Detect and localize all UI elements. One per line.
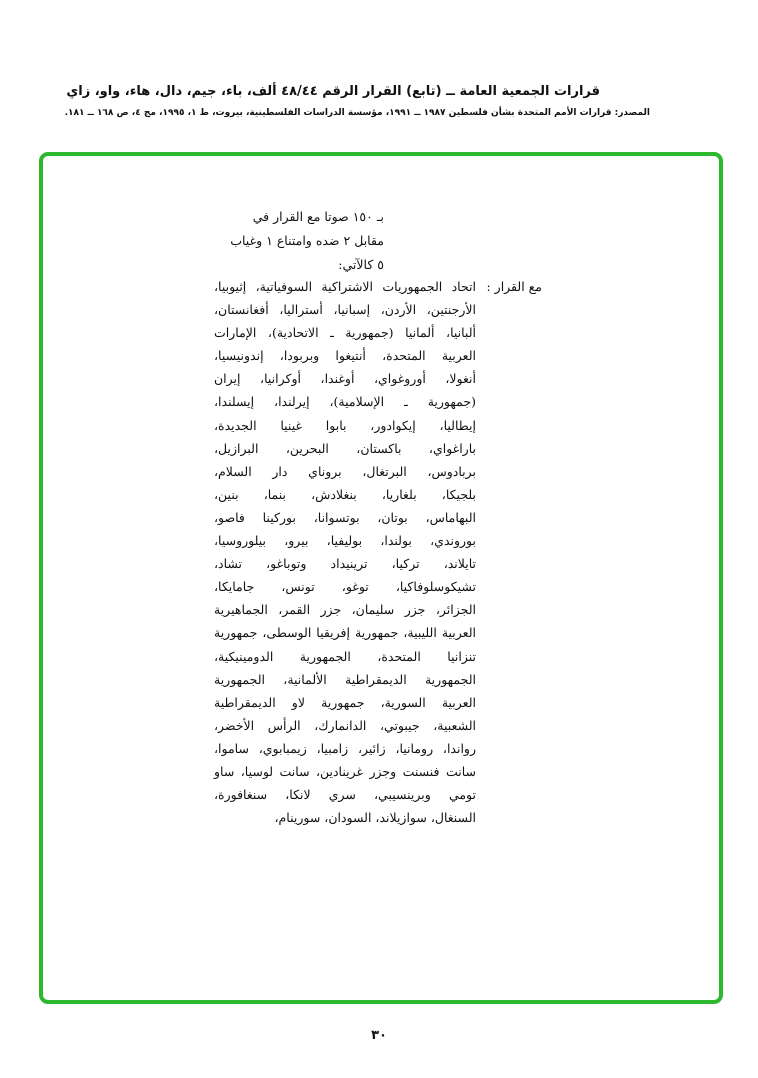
country-list-line: سانت فنسنت وجزر غرينادين، سانت لوسيا، ساو [214,763,476,779]
country-list-line: اتحاد الجمهوريات الاشتراكية السوفياتية، إثيوبيا، [214,279,476,294]
page-header-title: قرارات الجمعية العامة ــ (تابع) القرار الرقم ٤٨/٤٤ ألف، باء، جيم، دال، هاء، واو، زاي [66,84,600,99]
country-list-line: الأرجنتين، الأردن، إسبانيا، أستراليا، أفغانستان، [214,302,476,318]
country-list-line: (جمهورية ـ الإسلامية)، إيرلندا، إيسلندا، [214,394,476,410]
country-list-line: بربادوس، البرتغال، بروناي دار السلام، [214,463,476,479]
country-list-line: بوروندي، بولندا، بوليفيا، بيرو، بيلوروسيا، [214,533,476,549]
country-list-line: العربية المتحدة، أنتيغوا وبربودا، إندونيسيا، [214,348,476,364]
source-citation: المصدر: قرارات الأمم المتحدة بشأن فلسطين ١٩٨٧ ــ ١٩٩١، مؤسسة الدراسات الفلسطينية، بيروت، ط ١، ١٩٩٥، مج ٤، ص ١٦٨ ــ ١٨١. [64,108,650,118]
country-list-line: ألبانيا، ألمانيا (جمهورية ـ الاتحادية)، الإمارات [214,325,476,341]
in-favour-label: مع القرار : [486,279,542,294]
vote-summary-line: بـ ١٥٠ صوتا مع القرار في [252,209,384,224]
country-list-line: الجزائر، جزر سليمان، جزر القمر، الجماهيرية [214,602,476,618]
country-list-line: الشعبية، جيبوتي، الدانمارك، الرأس الأخضر، [214,717,476,733]
vote-summary-line: مقابل ٢ ضده وامتناع ١ وغياب [230,233,384,248]
country-list-line: بلجيكا، بلغاريا، بنغلادش، بنما، بنين، [214,486,476,502]
country-list-line: باراغواي، باكستان، البحرين، البرازيل، [214,440,476,456]
country-list-line: تشيكوسلوفاكيا، توغو، تونس، جامايكا، [214,579,476,595]
vote-summary-line: ٥ كالآتي: [338,257,384,272]
country-list-line: العربية الليبية، جمهورية إفريقيا الوسطى، جمهورية [214,625,476,641]
country-list-line: أنغولا، أوروغواي، أوغندا، أوكرانيا، إيران [214,371,476,387]
country-list-line: تومي وبرينسيبي، سري لانكا، سنغافورة، [214,787,476,803]
vote-summary [214,205,384,277]
in-favour-country-list [214,275,476,829]
page-number: ٣٠ [371,1028,387,1043]
country-list-line: تايلاند، تركيا، ترينيداد وتوباغو، تشاد، [214,556,476,572]
country-list-line: الجمهورية الديمقراطية الألمانية، الجمهورية [214,671,476,687]
country-list-line: إيطاليا، إيكوادور، بابوا غينيا الجديدة، [214,417,476,433]
country-list-line: العربية السورية، جمهورية لاو الديمقراطية [214,694,476,710]
country-list-line: البهاماس، بوتان، بوتسوانا، بوركينا فاصو، [214,509,476,525]
country-list-line: رواندا، رومانيا، زائير، زامبيا، زيمبابوي، ساموا، [214,740,476,756]
country-list-line: السنغال، سوازيلاند، السودان، سورينام، [274,810,476,826]
country-list-line: تنزانيا المتحدة، الجمهورية الدومينيكية، [214,648,476,664]
